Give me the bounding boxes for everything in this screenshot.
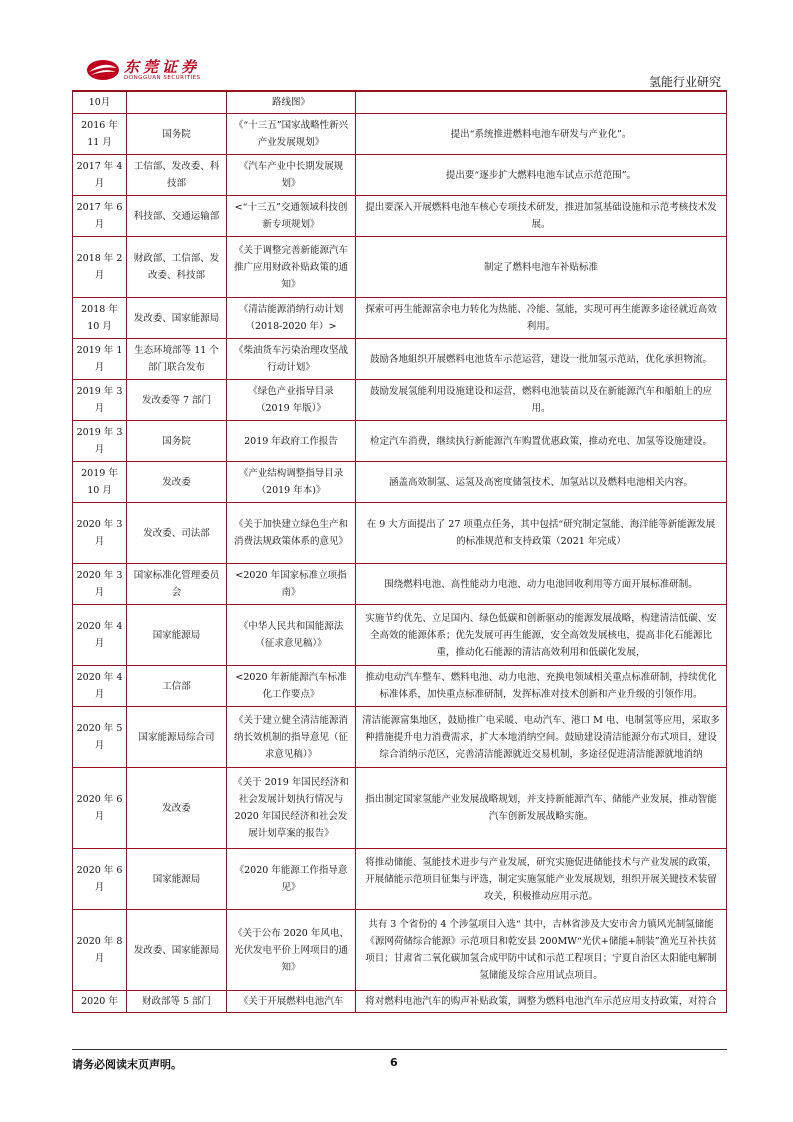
cell-date: 2020 年 6 月 (73, 768, 127, 849)
cell-content: 检定汽车消费，继续执行新能源汽车购置优惠政策，推动充电、加氢等设施建设。 (356, 421, 727, 462)
cell-department: 科技部、交通运输部 (127, 196, 227, 237)
table-row (73, 564, 727, 605)
cell-document: 《2020 年能源工作指导意见》 (227, 849, 356, 910)
cell-date: 2017 年 4 月 (73, 155, 127, 196)
table-row (73, 462, 727, 503)
footer-divider (72, 1049, 727, 1050)
cell-department: 发改委、司法部 (127, 503, 227, 564)
page-header (0, 0, 793, 92)
cell-document: 《“十三五”国家战略性新兴产业发展规划》 (227, 114, 356, 155)
cell-content: 鼓励发展氢能利用设施建设和运营，燃料电池装苗以及在新能源汽车和船舶上的应用。 (356, 380, 727, 421)
cell-document: 《关于调整完善新能源汽车推广应用财政补贴政策的通知》 (227, 237, 356, 298)
cell-content: 提出要“逐步扩大燃料电池车试点示范范围”。 (356, 155, 727, 196)
cell-document: 2019 年政府工作报告 (227, 421, 356, 462)
cell-document: 《汽车产业中长期发展规划》 (227, 155, 356, 196)
cell-document: 《中华人民共和国能源法（征求意见稿）》 (227, 605, 356, 666)
cell-date: 2020 年 (73, 991, 127, 1013)
cell-document: 《关于开展燃料电池汽车 (227, 991, 356, 1013)
cell-document: 《关于建立健全清洁能源消纳长效机制的指导意见（征求意见稿）》 (227, 707, 356, 768)
cell-department: 财政部等 5 部门 (127, 991, 227, 1013)
cell-document: 《关于 2019 年国民经济和社会发展计划执行情况与 2020 年国民经济和社会发展计划草案的报告》 (227, 768, 356, 849)
policy-table (72, 91, 727, 1013)
cell-content: 推动电动汽车整车、燃料电池、动力电池、充换电领域相关重点标准研制，持续优化标准体系，加快重点标准研制，发挥标准对技术创新和产业升级的引领作用。 (356, 666, 727, 707)
cell-date: 2020 年 4 月 (73, 605, 127, 666)
cell-content: 在 9 大方面提出了 27 项重点任务，其中包括“研究制定氢能、海洋能等新能源发展的标准规范和支持政策（2021 年完成） (356, 503, 727, 564)
cell-content: 围绕燃料电池、高性能动力电池、动力电池回收利用等方面开展标准研制。 (356, 564, 727, 605)
cell-date: 10月 (73, 92, 127, 114)
cell-content: 实施节约优先、立足国内、绿色低碳和创新驱动的能源发展战略，构建清洁低碳、安全高效的能源体系；优先发展可再生能源，安全高效发展核电，提高非化石能源比重，推动化石能源的清洁高效利用和低碳化发展， (356, 605, 727, 666)
table-row (73, 237, 727, 298)
cell-department: 国务院 (127, 421, 227, 462)
cell-department (127, 92, 227, 114)
cell-department: 生态环境部等 11 个部门联合发布 (127, 339, 227, 380)
cell-department: 发改委 (127, 462, 227, 503)
cell-department: 国家能源局综合司 (127, 707, 227, 768)
cell-content: 将推动储能、氢能技术进步与产业发展，研究实施促进储能技术与产业发展的政策，开展储能示范项目征集与评选，制定实施氢能产业发展规划，组织开展关键技术装留攻关，积极推动应用示范。 (356, 849, 727, 910)
cell-department: 财政部、工信部、发改委、科技部 (127, 237, 227, 298)
table-row (73, 298, 727, 339)
cell-date: 2019 年 1 月 (73, 339, 127, 380)
cell-content: 指出制定国家氢能产业发展战略规划，并支持新能源汽车、储能产业发展，推动智能汽车创新发展战略实施。 (356, 768, 727, 849)
cell-department: 国家能源局 (127, 605, 227, 666)
logo-mark-icon (86, 58, 120, 82)
cell-content: 探索可再生能源富余电力转化为热能、冷能、氢能，实现可再生能源多途径就近高效利用。 (356, 298, 727, 339)
cell-document: 《柴油货车污染治理攻坚战行动计划》 (227, 339, 356, 380)
cell-department: 国家能源局 (127, 849, 227, 910)
table-row (73, 991, 727, 1013)
company-logo (86, 56, 216, 86)
cell-content: 鼓励各地組织开展燃料电池货车示范运营，建设一批加氢示范站，优化承担物流。 (356, 339, 727, 380)
cell-content: 清洁能源富集地区，鼓励推广电采暖、电动汽车、港口 M 电、电制氢等应用，采取多种措施提升电力消费需求，扩大本地消纳空间。鼓励建设清洁能源分布式项目，建设综合消纳示范区，完善清洁能源就近交易机制，多途径促进清洁能源就地消纳 (356, 707, 727, 768)
cell-document: 路线图》 (227, 92, 356, 114)
cell-date: 2016 年 11 月 (73, 114, 127, 155)
disclaimer: 请务必阅读末页声明。 (72, 1058, 182, 1071)
page-number: 6 (390, 1056, 398, 1069)
cell-document: 《关于加快建立绿色生产和消费法规政策体系的意见》 (227, 503, 356, 564)
table-row (73, 92, 727, 114)
table-row (73, 155, 727, 196)
cell-department: 发改委、国家能源局 (127, 910, 227, 991)
table-row (73, 114, 727, 155)
cell-department: 发改委等 7 部门 (127, 380, 227, 421)
cell-department: 国务院 (127, 114, 227, 155)
logo-text-cn: 东莞证券 (124, 58, 201, 76)
cell-date: 2020 年 5 月 (73, 707, 127, 768)
table-row (73, 196, 727, 237)
cell-content: 涵盖高效制氢、运氢及高密度储氢技术、加氢站以及燃料电池相关内容。 (356, 462, 727, 503)
cell-document: 《绿色产业指导目录（2019 年版）》 (227, 380, 356, 421)
cell-date: 2020 年 8 月 (73, 910, 127, 991)
table-row (73, 666, 727, 707)
cell-content: 制定了燃料电池车补贴标准 (356, 237, 727, 298)
cell-content (356, 92, 727, 114)
cell-date: 2020 年 6 月 (73, 849, 127, 910)
cell-document: <2020 年国家标准立项指南》 (227, 564, 356, 605)
table-row (73, 605, 727, 666)
cell-date: 2019 年 3 月 (73, 380, 127, 421)
table-row (73, 503, 727, 564)
cell-document: <“十三五”交通领域科技创新专项规划》 (227, 196, 356, 237)
cell-date: 2020 年 3 月 (73, 503, 127, 564)
cell-content: 共有 3 个省份的 4 个涉氢项目入选“ 其中，吉林省涉及大安市舍力镇风光制氢储能《源网荷储综合能源》示范项目和乾安县 200MW“光伏+储能+制装”渔光互补扶贫项目；甘肃省二氧化碳加氢合成甲防中试和示范工程项目；宁夏自治区太阳能电解制氢储能及综合应用试点项目。 (356, 910, 727, 991)
cell-content: 提出“系统推进燃料电池车研发与产业化”。 (356, 114, 727, 155)
report-title: 氢能行业研究 (648, 75, 721, 89)
policy-table-body (73, 92, 727, 1013)
cell-date: 2018 年 10 月 (73, 298, 127, 339)
table-row (73, 421, 727, 462)
cell-date: 2018 年 2 月 (73, 237, 127, 298)
table-row (73, 768, 727, 849)
cell-date: 2017 年 6 月 (73, 196, 127, 237)
cell-document: <2020 年新能源汽车标准化工作要点》 (227, 666, 356, 707)
table-row (73, 849, 727, 910)
cell-date: 2020 年 4 月 (73, 666, 127, 707)
cell-date: 2020 年 3 月 (73, 564, 127, 605)
cell-content: 将对燃料电池汽车的购声补贴政策，调整为燃料电池汽车示范应用支持政策，对符合 (356, 991, 727, 1013)
cell-document: 《关于公布 2020 年风电、光伏发电平价上网项目的通知》 (227, 910, 356, 991)
cell-department: 国家标准化管理委员会 (127, 564, 227, 605)
cell-document: 《清洁能源消纳行动计划（2018-2020 年）> (227, 298, 356, 339)
table-row (73, 339, 727, 380)
cell-date: 2019 年 3 月 (73, 421, 127, 462)
table-row (73, 910, 727, 991)
cell-department: 工信部 (127, 666, 227, 707)
cell-department: 发改委、国家能源局 (127, 298, 227, 339)
logo-text-en: DONGGUAN SECURITIES (124, 75, 201, 81)
cell-date: 2019 年 10 月 (73, 462, 127, 503)
cell-department: 工信部、发改委、科技部 (127, 155, 227, 196)
cell-department: 发改委 (127, 768, 227, 849)
table-row (73, 707, 727, 768)
cell-document: 《产业结构调整指导目录（2019 年本)》 (227, 462, 356, 503)
cell-content: 提出要深入开展燃料电池车核心专项技术研发，推进加氢基础设施和示范考核技术发展。 (356, 196, 727, 237)
table-row (73, 380, 727, 421)
